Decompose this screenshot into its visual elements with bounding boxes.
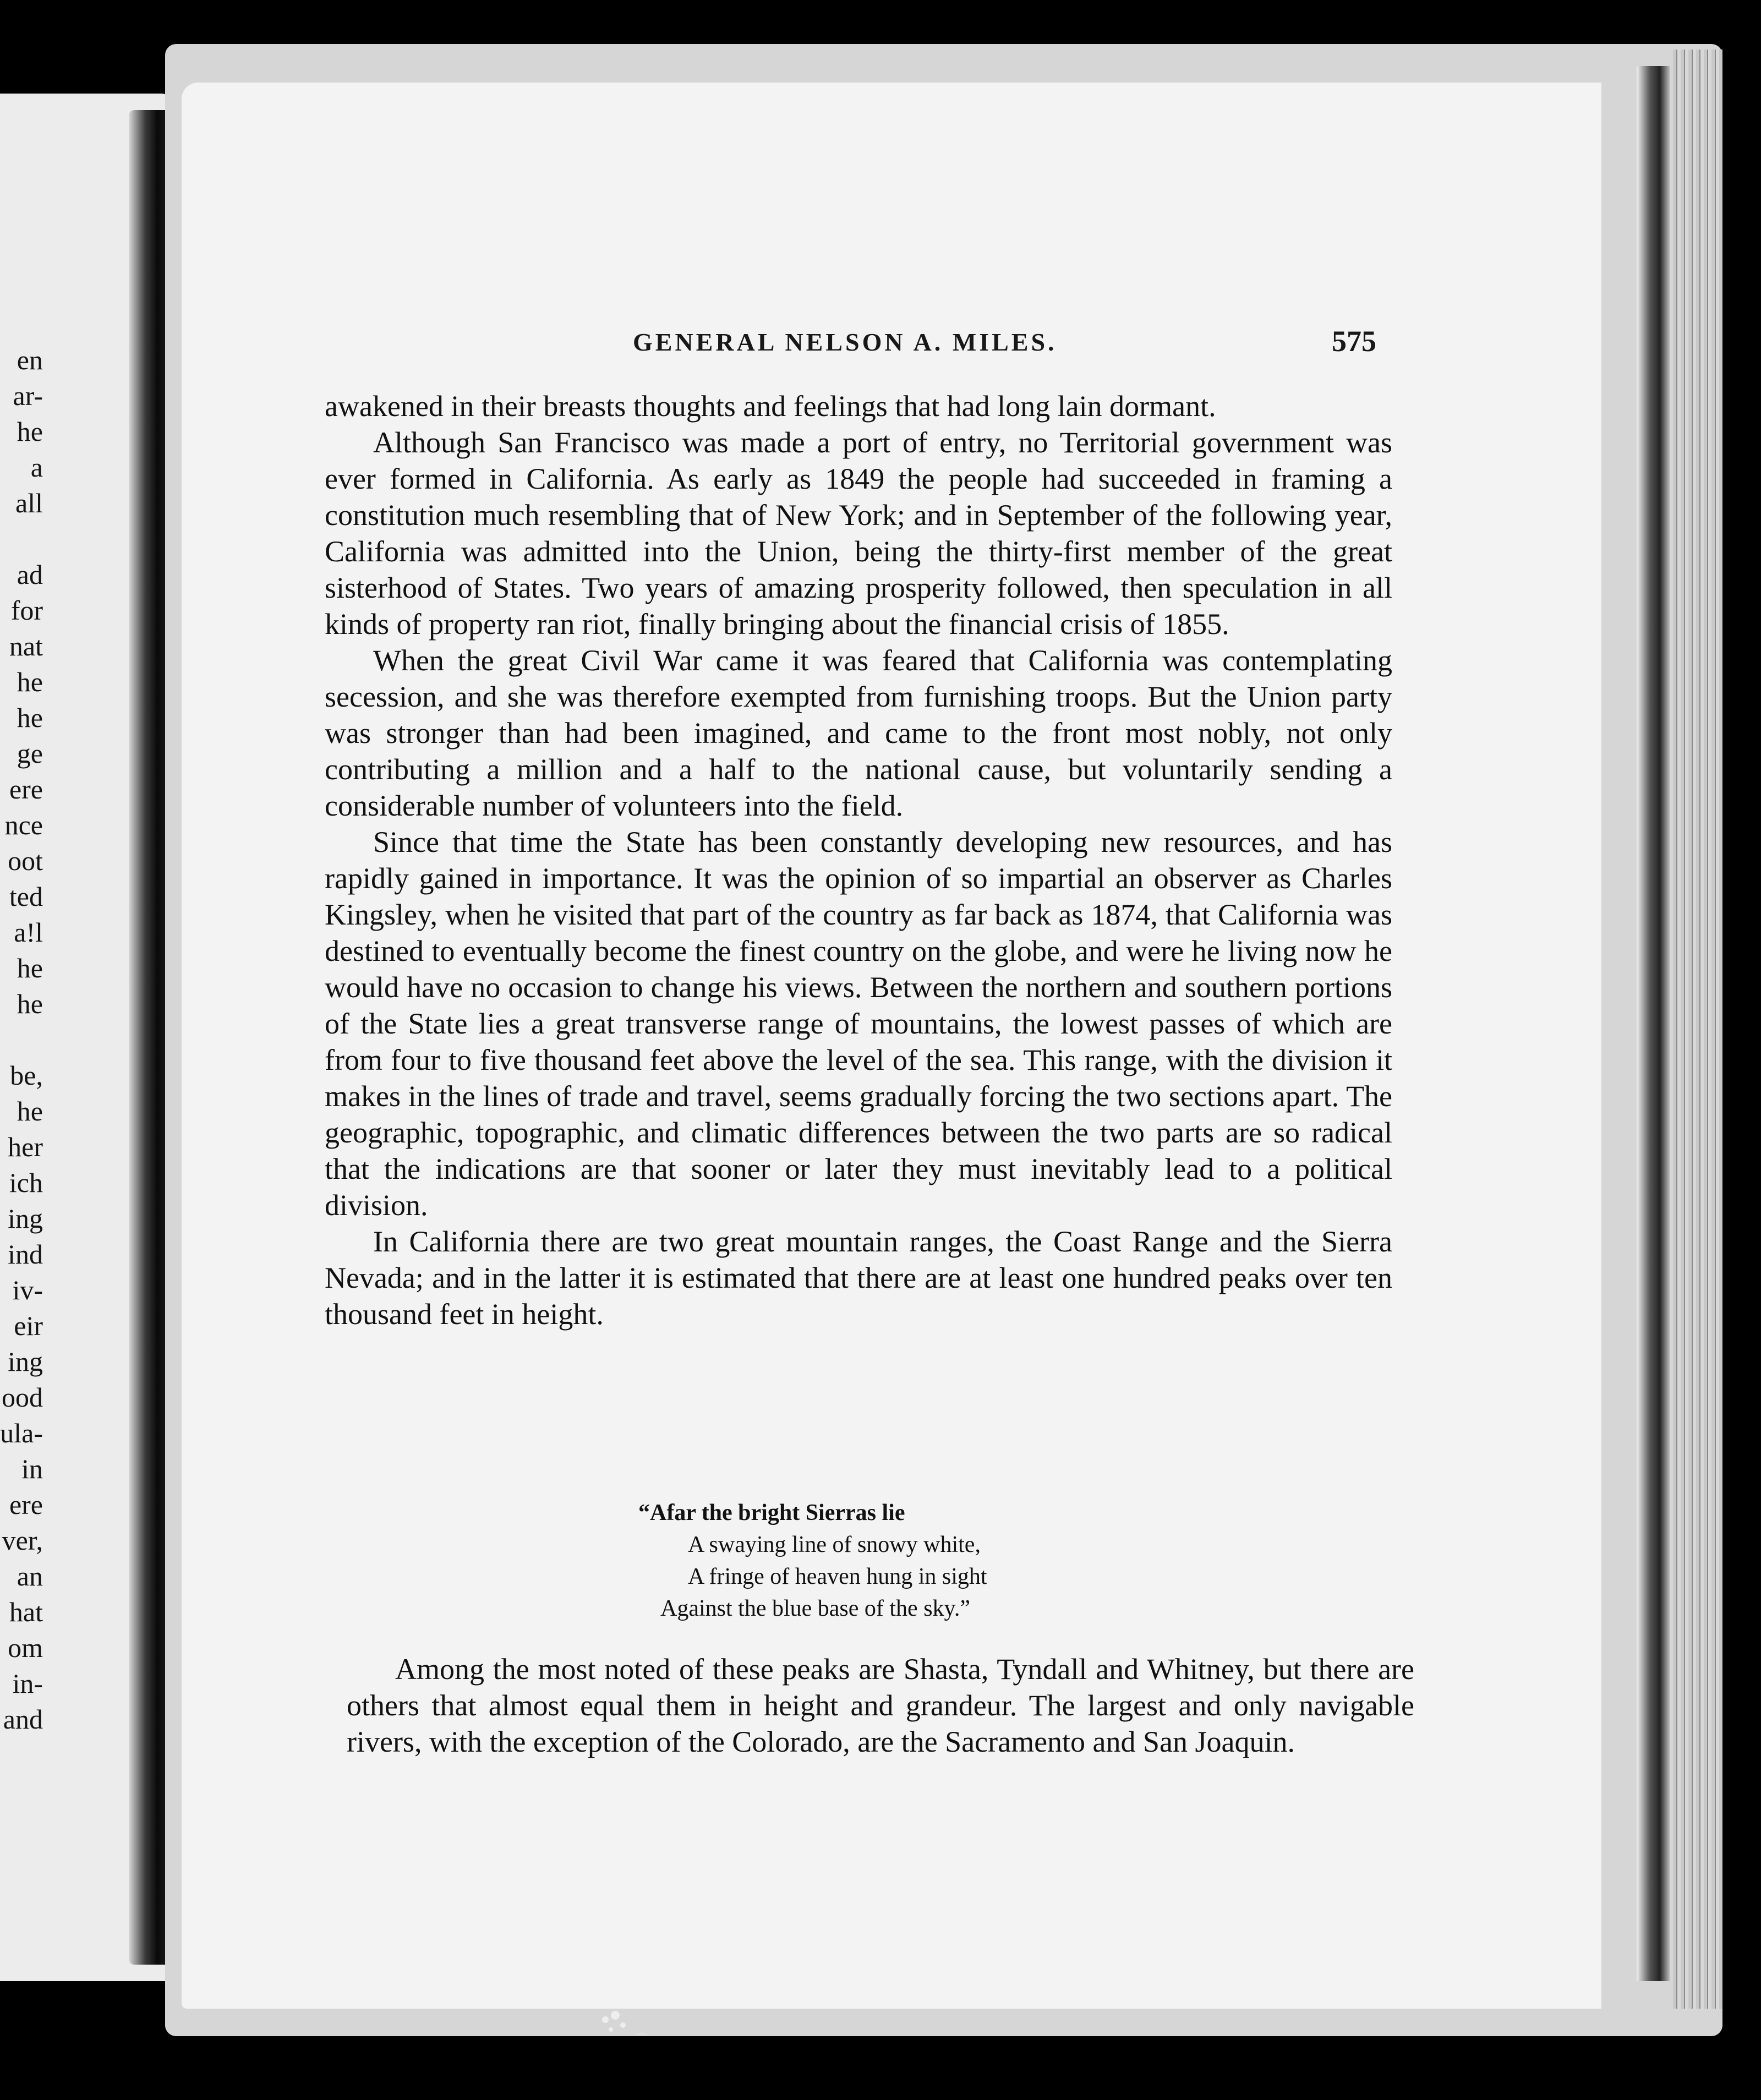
verse-quotation: [638, 1497, 1134, 1625]
verse-line: Against the blue base of the sky.”: [660, 1596, 970, 1621]
previous-page-fragment: he: [17, 1096, 43, 1126]
previous-page-fragment: a!l: [14, 917, 43, 948]
paragraph: Since that time the State has been constantly developing new resources, and has rapidly gained in importance. It was the opinion of so impartial an observer as Charles Kingsley, when he visited that part of the country as far back as 1874, that California was destined to eventually become the finest country on the globe, and were he living now he would have no occasion to change his views. Between the northern and southern portions of the State lies a great transverse range of mountains, the lowest passes of which are from four to five thousand feet above the level of the sea. This range, with the division it makes in the lines of trade and travel, seems gradually forcing the two sections apart. The geographic, topographic, and climatic differences between the two parts are so radical that the indications are that sooner or later they must inevitably lead to a political division.: [325, 825, 1392, 1222]
previous-page-fragment: for: [10, 595, 43, 626]
previous-page-fragment: om: [8, 1632, 43, 1663]
previous-page-fragment: eir: [14, 1310, 43, 1341]
running-head: [182, 327, 1579, 366]
previous-page-fragment: an: [17, 1561, 43, 1592]
previous-page-fragment: he: [17, 953, 43, 983]
previous-page-fragment: ood: [2, 1382, 43, 1413]
previous-page-fragment: and: [3, 1704, 43, 1735]
previous-page-fragment: ing: [8, 1346, 43, 1377]
previous-page-fragment: [0, 521, 43, 557]
previous-page-fragment: he: [17, 666, 43, 697]
previous-page-fragment: ar-: [13, 380, 43, 411]
verse-line: A fringe of heaven hung in sight: [688, 1564, 987, 1589]
paragraph: In California there are two great mountain ranges, the Coast Range and the Sierra Nevada; and in the latter it is estimated that there are at least one hundred peaks over ten thousand feet in height.: [325, 1225, 1392, 1331]
previous-page-fragment: nce: [4, 810, 43, 840]
previous-page-fragment: be,: [10, 1060, 43, 1091]
previous-page-fragment: a: [30, 452, 43, 483]
previous-page-fragment: he: [17, 988, 43, 1019]
running-title: GENERAL NELSON A. MILES.: [633, 328, 1057, 356]
paragraph: Among the most noted of these peaks are Shasta, Tyndall and Whitney, but there are others that almost equal them in height and grandeur. The largest and only navigable rivers, with the exception of the Colorado, are the Sacramento and San Joaquin.: [347, 1653, 1414, 1758]
previous-page-fragment: in-: [12, 1668, 43, 1699]
previous-page-fragment: ted: [9, 881, 43, 912]
body-text: [325, 388, 1392, 1332]
verse-line: A swaying line of snowy white,: [688, 1532, 981, 1557]
paragraph: awakened in their breasts thoughts and feelings that had long lain dormant.: [325, 390, 1216, 423]
page-edges: [1673, 50, 1722, 2009]
previous-page-fragment: ind: [8, 1239, 43, 1270]
verse-line: “Afar the bright Sierras lie: [638, 1500, 905, 1525]
page-edge-shadow: [1637, 66, 1670, 1981]
previous-page-fragment: en: [17, 344, 43, 375]
previous-page-fragment: iv-: [12, 1275, 43, 1305]
previous-page-fragment: ere: [9, 1489, 43, 1520]
page-number: 575: [1332, 325, 1376, 358]
previous-page-fragment: her: [8, 1131, 43, 1162]
previous-page-line-fragments: [0, 342, 43, 1737]
previous-page-fragment: ad: [17, 559, 43, 590]
previous-page-fragment: ver,: [2, 1525, 43, 1556]
previous-page-fragment: all: [15, 488, 43, 518]
previous-page-fragment: nat: [9, 631, 43, 661]
paragraph: Although San Francisco was made a port of entry, no Territorial government was ever formed in California. As early as 1849 the people had succeeded in framing a constitution much resembling that of New York; and in September of the following year, California was admitted into the Union, being the thirty-first member of the great sisterhood of States. Two years of amazing prosperity followed, then speculation in all kinds of property ran riot, finally bringing about the financial crisis of 1855.: [325, 426, 1392, 641]
previous-page-fragment: he: [17, 416, 43, 447]
paragraph: When the great Civil War came it was feared that California was contemplating secession, and she was therefore exempted from furnishing troops. But the Union party was stronger than had been imagined, and came to the front most nobly, not only contributing a million and a half to the national cause, but voluntarily sending a considerable number of volunteers into the field.: [325, 644, 1392, 822]
previous-page-fragment: ere: [9, 774, 43, 805]
closing-text: [347, 1651, 1414, 1760]
previous-page-fragment: in: [21, 1453, 43, 1484]
previous-page-fragment: oot: [8, 845, 43, 876]
previous-page-fragment: he: [17, 702, 43, 733]
book-page: [182, 83, 1601, 2009]
previous-page-fragment: hat: [9, 1596, 43, 1627]
previous-page-fragment: ing: [8, 1203, 43, 1234]
previous-page-fragment: ula-: [0, 1418, 43, 1448]
previous-page-fragment: ge: [17, 738, 43, 769]
previous-page-fragment: ich: [9, 1167, 43, 1198]
previous-page-fragment: [0, 1022, 43, 1058]
scan-specks: [594, 2003, 660, 2042]
